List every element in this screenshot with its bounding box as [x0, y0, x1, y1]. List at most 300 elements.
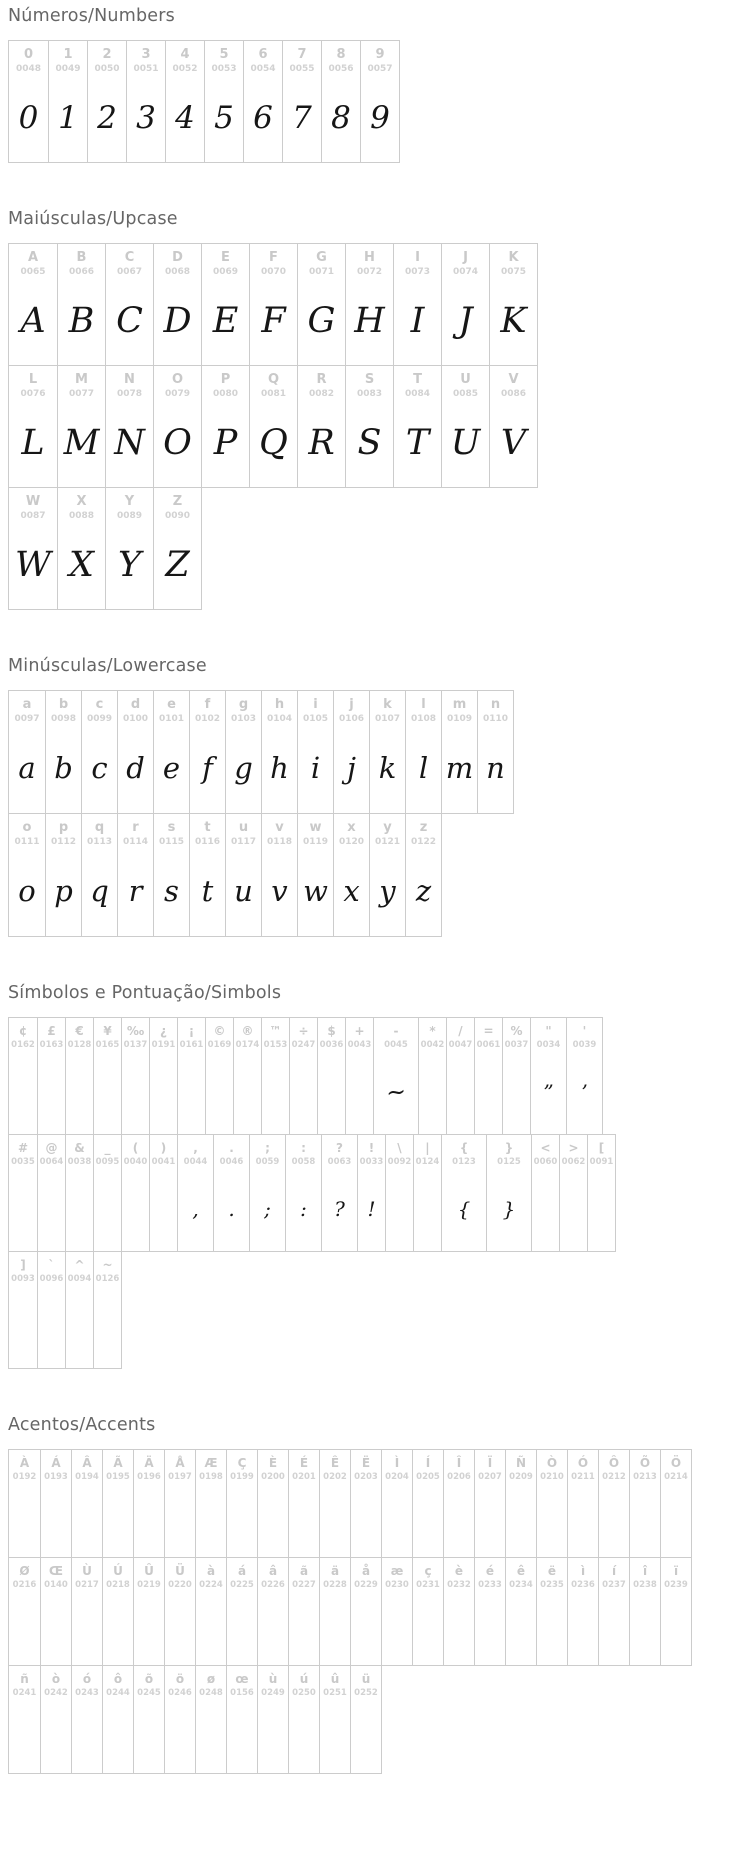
cell-char-label: L [28, 372, 38, 387]
char-cell [9, 366, 57, 487]
cell-char-label: : [301, 1141, 306, 1155]
char-cell [536, 1558, 567, 1665]
cell-code: 0076 [20, 389, 46, 400]
char-cell [40, 1450, 71, 1557]
cell-char-label: J [463, 250, 468, 265]
char-cell [412, 1558, 443, 1665]
cell-code: 0239 [664, 1580, 688, 1591]
char-cell [536, 1450, 567, 1557]
cell-char-label: Ó [577, 1456, 589, 1470]
section-title: Números/Numbers [8, 6, 175, 26]
char-cell [474, 1450, 505, 1557]
cell-code: 0113 [86, 837, 113, 848]
cell-code: 0112 [50, 837, 77, 848]
cell-char-label: " [545, 1024, 552, 1038]
cell-glyph: G [307, 300, 336, 341]
cell-code: 0216 [12, 1580, 37, 1591]
cell-char-label: B [76, 250, 87, 265]
char-cell [505, 1558, 536, 1665]
cell-char-label: r [132, 820, 139, 835]
cell-char-label: b [58, 697, 69, 712]
char-cell [117, 814, 153, 936]
cell-code: 0037 [504, 1040, 529, 1051]
char-cell [629, 1558, 660, 1665]
section-accents [8, 1415, 730, 1774]
char-cell [189, 814, 225, 936]
cell-code: 0100 [122, 714, 149, 725]
char-cell [297, 691, 333, 813]
char-row [8, 1134, 616, 1252]
cell-char-label: T [413, 372, 422, 387]
cell-glyph: , [192, 1196, 199, 1221]
cell-char-label: w [309, 820, 322, 835]
cell-code: 0197 [168, 1472, 192, 1483]
cell-glyph: P [213, 422, 238, 463]
char-row [8, 1017, 603, 1135]
char-row [8, 1557, 692, 1666]
cell-code: 0051 [133, 64, 159, 75]
cell-code: 0081 [260, 389, 287, 400]
cell-code: 0114 [122, 837, 149, 848]
char-cell [446, 1018, 474, 1134]
cell-glyph: S [357, 422, 382, 463]
cell-code: 0227 [292, 1580, 316, 1591]
cell-char-label: ë [547, 1564, 557, 1578]
char-cell [319, 1450, 350, 1557]
char-cell [321, 41, 360, 162]
cell-code: 0220 [168, 1580, 192, 1591]
char-cell [350, 1558, 381, 1665]
cell-glyph: 0 [18, 99, 39, 136]
cell-code: 0079 [164, 389, 191, 400]
cell-code: 0206 [447, 1472, 471, 1483]
cell-code: 0074 [452, 267, 479, 278]
char-cell [9, 814, 45, 936]
cell-code: 0044 [183, 1157, 208, 1168]
char-cell [164, 1666, 195, 1773]
char-cell [9, 488, 57, 609]
cell-code: 0058 [291, 1157, 316, 1168]
cell-code: 0054 [250, 64, 276, 75]
cell-code: 0041 [151, 1157, 176, 1168]
char-row [8, 690, 514, 814]
cell-code: 0201 [292, 1472, 316, 1483]
cell-code: 0200 [261, 1472, 285, 1483]
cell-char-label: P [220, 372, 231, 387]
cell-code: 0101 [158, 714, 185, 725]
cell-char-label: ‰ [126, 1024, 145, 1038]
cell-char-label: 2 [102, 47, 112, 62]
char-cell [226, 1450, 257, 1557]
cell-char-label: y [383, 820, 392, 835]
char-cell [505, 1450, 536, 1557]
cell-glyph: Y [117, 544, 142, 585]
char-cell [40, 1558, 71, 1665]
cell-glyph: O [163, 422, 192, 463]
cell-code: 0067 [116, 267, 143, 278]
cell-char-label: 0 [23, 47, 34, 62]
cell-char-label: â [268, 1564, 278, 1578]
cell-glyph: 6 [253, 99, 273, 136]
cell-code: 0116 [194, 837, 221, 848]
cell-char-label: N [124, 372, 135, 387]
char-cell [9, 1135, 37, 1251]
char-cell [405, 814, 441, 936]
cell-code: 0040 [123, 1157, 148, 1168]
cell-char-label: î [642, 1564, 648, 1578]
cell-char-label: Q [267, 372, 280, 387]
char-cell [177, 1018, 205, 1134]
cell-code: 0249 [261, 1688, 285, 1699]
cell-char-label: ò [51, 1672, 61, 1686]
cell-code: 0234 [509, 1580, 533, 1591]
char-cell [660, 1450, 691, 1557]
cell-code: 0248 [199, 1688, 223, 1699]
char-cell [474, 1558, 505, 1665]
cell-code: 0192 [12, 1472, 37, 1483]
char-cell [441, 244, 489, 365]
cell-code: 0078 [116, 389, 143, 400]
cell-char-label: h [274, 697, 285, 712]
char-cell [257, 1558, 288, 1665]
cell-glyph: f [202, 751, 213, 786]
cell-code: 0202 [323, 1472, 347, 1483]
char-cell [317, 1018, 345, 1134]
cell-code: 0122 [410, 837, 437, 848]
cell-code: 0229 [354, 1580, 378, 1591]
char-cell [177, 1135, 213, 1251]
cell-code: 0070 [260, 267, 287, 278]
cell-char-label: Ë [361, 1456, 371, 1470]
char-cell [285, 1135, 321, 1251]
cell-code: 0238 [633, 1580, 657, 1591]
char-cell [598, 1558, 629, 1665]
cell-glyph: y [379, 874, 396, 909]
cell-code: 0073 [404, 267, 431, 278]
cell-char-label: ã [299, 1564, 309, 1578]
char-cell [319, 1558, 350, 1665]
cell-code: 0094 [67, 1274, 92, 1285]
cell-char-label: Ò [546, 1456, 558, 1470]
cell-glyph: { [457, 1196, 471, 1221]
char-cell [502, 1018, 530, 1134]
cell-char-label: U [460, 372, 471, 387]
char-cell [297, 366, 345, 487]
cell-char-label: ) [160, 1141, 167, 1155]
cell-glyph: t [201, 874, 214, 909]
char-row [8, 365, 538, 488]
char-cell [257, 1450, 288, 1557]
char-cell [412, 1450, 443, 1557]
char-cell [261, 814, 297, 936]
cell-code: 0107 [374, 714, 401, 725]
char-cell [153, 244, 201, 365]
cell-char-label: C [124, 250, 135, 265]
cell-glyph: l [418, 751, 429, 786]
char-cell [45, 814, 81, 936]
cell-glyph: d [126, 751, 145, 786]
cell-code: 0163 [39, 1040, 64, 1051]
char-cell [153, 488, 201, 609]
cell-char-label: ê [516, 1564, 526, 1578]
cell-glyph: ” [543, 1079, 554, 1104]
char-cell [418, 1018, 446, 1134]
cell-code: 0237 [602, 1580, 626, 1591]
cell-char-label: 7 [297, 47, 307, 62]
char-cell [153, 691, 189, 813]
char-cell [477, 691, 513, 813]
cell-code: 0043 [347, 1040, 372, 1051]
cell-char-label: - [393, 1024, 399, 1038]
cell-char-label: õ [144, 1672, 154, 1686]
char-cell [413, 1135, 441, 1251]
char-cell [57, 488, 105, 609]
cell-char-label: ¡ [188, 1024, 195, 1038]
cell-glyph: s [164, 874, 179, 909]
cell-char-label: } [504, 1141, 514, 1155]
cell-glyph: n [486, 751, 505, 786]
char-cell [213, 1135, 249, 1251]
cell-code: 0121 [374, 837, 401, 848]
cell-char-label: q [94, 820, 105, 835]
cell-code: 0052 [172, 64, 198, 75]
cell-char-label: D [172, 250, 183, 265]
cell-char-label: à [206, 1564, 216, 1578]
cell-char-label: Ä [144, 1456, 154, 1470]
cell-char-label: . [229, 1141, 234, 1155]
cell-code: 0057 [367, 64, 393, 75]
cell-char-label: Œ [48, 1564, 63, 1578]
char-cell [205, 1018, 233, 1134]
cell-char-label: z [419, 820, 428, 835]
cell-code: 0241 [12, 1688, 37, 1699]
cell-char-label: å [361, 1564, 371, 1578]
cell-code: 0169 [207, 1040, 232, 1051]
cell-code: 0034 [536, 1040, 561, 1051]
cell-glyph: u [234, 874, 253, 909]
cell-code: 0165 [95, 1040, 120, 1051]
char-cell [189, 691, 225, 813]
cell-char-label: ä [330, 1564, 340, 1578]
cell-glyph: 2 [97, 99, 117, 136]
char-cell [105, 488, 153, 609]
cell-char-label: ü [361, 1672, 371, 1686]
cell-code: 0246 [168, 1688, 192, 1699]
cell-char-label: Ç [237, 1456, 247, 1470]
char-cell [102, 1666, 133, 1773]
cell-char-label: é [485, 1564, 495, 1578]
cell-glyph: ~ [384, 1076, 408, 1107]
char-cell [195, 1450, 226, 1557]
cell-glyph: ! [367, 1196, 376, 1221]
char-cell [531, 1135, 559, 1251]
char-row [8, 1665, 382, 1774]
cell-code: 0124 [415, 1157, 440, 1168]
cell-glyph: m [445, 751, 474, 786]
cell-code: 0128 [67, 1040, 92, 1051]
cell-code: 0232 [447, 1580, 471, 1591]
cell-code: 0062 [561, 1157, 586, 1168]
cell-code: 0210 [540, 1472, 564, 1483]
char-cell [261, 1018, 289, 1134]
char-cell [102, 1450, 133, 1557]
cell-char-label: á [237, 1564, 247, 1578]
cell-char-label: ¢ [18, 1024, 28, 1038]
cell-char-label: K [508, 250, 519, 265]
cell-char-label: œ [235, 1672, 249, 1686]
cell-char-label: = [483, 1024, 494, 1038]
cell-char-label: * [429, 1024, 436, 1038]
cell-glyph: T [405, 422, 430, 463]
char-cell [133, 1666, 164, 1773]
char-cell [9, 1558, 40, 1665]
char-cell [393, 366, 441, 487]
char-cell [441, 1135, 486, 1251]
cell-char-label: f [204, 697, 211, 712]
cell-glyph: ’ [581, 1079, 588, 1104]
cell-char-label: Â [82, 1456, 92, 1470]
cell-code: 0126 [95, 1274, 120, 1285]
cell-code: 0118 [266, 837, 293, 848]
cell-glyph: J [458, 300, 473, 341]
cell-glyph: q [90, 874, 109, 909]
cell-glyph: D [163, 300, 192, 341]
char-cell [164, 1558, 195, 1665]
char-cell [153, 814, 189, 936]
char-cell [249, 1135, 285, 1251]
cell-code: 0233 [478, 1580, 502, 1591]
cell-glyph: w [303, 874, 328, 909]
cell-code: 0194 [75, 1472, 99, 1483]
char-row [8, 487, 202, 610]
char-cell [249, 366, 297, 487]
cell-char-label: ø [206, 1672, 216, 1686]
cell-code: 0207 [478, 1472, 502, 1483]
char-cell [660, 1558, 691, 1665]
cell-code: 0049 [55, 64, 81, 75]
char-cell [149, 1135, 177, 1251]
cell-char-label: Æ [204, 1456, 218, 1470]
char-cell [9, 1450, 40, 1557]
char-cell [9, 244, 57, 365]
cell-char-label: p [58, 820, 69, 835]
char-cell [9, 1252, 37, 1368]
cell-glyph: K [500, 300, 527, 341]
char-cell [333, 814, 369, 936]
cell-glyph: U [450, 422, 481, 463]
char-cell [71, 1450, 102, 1557]
cell-char-label: { [459, 1141, 469, 1155]
cell-char-label: S [364, 372, 375, 387]
cell-code: 0161 [179, 1040, 204, 1051]
cell-code: 0089 [116, 511, 143, 522]
char-cell [443, 1558, 474, 1665]
cell-code: 0245 [137, 1688, 161, 1699]
cell-code: 0140 [44, 1580, 68, 1591]
cell-code: 0048 [15, 64, 42, 75]
char-cell [567, 1450, 598, 1557]
cell-code: 0084 [404, 389, 431, 400]
cell-code: 0092 [387, 1157, 412, 1168]
cell-code: 0120 [338, 837, 365, 848]
cell-char-label: Ï [487, 1456, 493, 1470]
cell-char-label: Û [144, 1564, 154, 1578]
cell-char-label: ¥ [103, 1024, 112, 1038]
cell-char-label: F [269, 250, 278, 265]
cell-char-label: s [167, 820, 176, 835]
cell-char-label: ? [336, 1141, 343, 1155]
char-cell [288, 1450, 319, 1557]
cell-code: 0085 [452, 389, 479, 400]
char-cell [393, 244, 441, 365]
cell-char-label: 6 [258, 47, 268, 62]
cell-glyph: C [116, 300, 143, 341]
cell-code: 0055 [289, 64, 315, 75]
char-cell [405, 691, 441, 813]
cell-glyph: ? [334, 1196, 345, 1221]
cell-glyph: k [378, 751, 397, 786]
cell-char-label: ( [132, 1141, 139, 1155]
cell-code: 0212 [602, 1472, 626, 1483]
cell-code: 0214 [664, 1472, 688, 1483]
cell-glyph: . [228, 1196, 235, 1221]
cell-char-label: 3 [141, 47, 151, 62]
char-cell [133, 1450, 164, 1557]
cell-char-label: € [75, 1024, 84, 1038]
char-cell [233, 1018, 261, 1134]
cell-code: 0219 [137, 1580, 161, 1591]
cell-code: 0098 [50, 714, 77, 725]
char-cell [226, 1558, 257, 1665]
char-cell [65, 1135, 93, 1251]
cell-code: 0191 [151, 1040, 176, 1051]
cell-char-label: À [19, 1456, 30, 1470]
cell-code: 0117 [230, 837, 257, 848]
char-cell [261, 691, 297, 813]
cell-char-label: ^ [74, 1258, 85, 1272]
cell-glyph: V [500, 422, 527, 463]
cell-code: 0035 [11, 1157, 35, 1168]
cell-char-label: ì [580, 1564, 586, 1578]
char-cell [71, 1558, 102, 1665]
cell-char-label: j [349, 697, 354, 712]
cell-char-label: 4 [180, 47, 190, 62]
char-cell [9, 691, 45, 813]
cell-char-label: ÷ [298, 1024, 309, 1038]
char-cell [57, 244, 105, 365]
cell-glyph: v [271, 874, 288, 909]
cell-glyph: e [162, 751, 181, 786]
char-cell [443, 1450, 474, 1557]
char-cell [345, 366, 393, 487]
char-cell [121, 1135, 149, 1251]
cell-code: 0236 [571, 1580, 595, 1591]
cell-char-label: Ô [608, 1456, 620, 1470]
char-cell [489, 244, 537, 365]
cell-code: 0046 [219, 1157, 244, 1168]
cell-glyph: B [68, 300, 95, 341]
cell-char-label: [ [598, 1141, 605, 1155]
cell-glyph: Q [259, 422, 288, 463]
char-cell [629, 1450, 660, 1557]
char-cell [226, 1666, 257, 1773]
cell-char-label: ç [424, 1564, 432, 1578]
section-upper [8, 209, 730, 610]
cell-code: 0086 [500, 389, 527, 400]
cell-char-label: Ì [394, 1456, 400, 1470]
cell-char-label: c [95, 697, 104, 712]
cell-code: 0209 [509, 1472, 533, 1483]
